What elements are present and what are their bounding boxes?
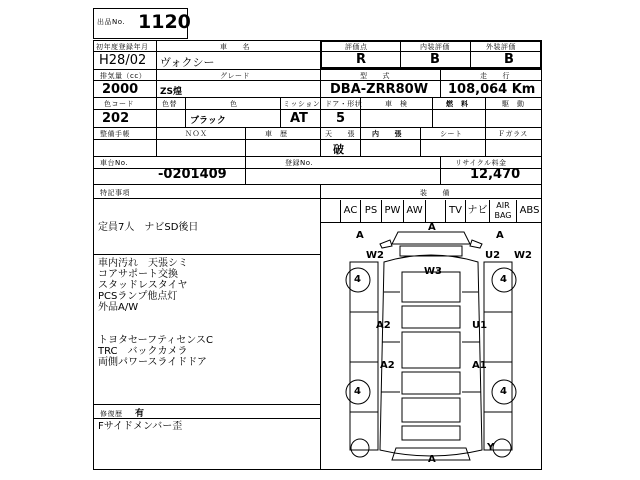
fuel-label: 燃 料 bbox=[446, 100, 469, 108]
recycle-value: 12,470 bbox=[470, 167, 521, 182]
doors-label: ドア・形状 bbox=[325, 100, 363, 108]
year-value: H28/02 bbox=[99, 53, 147, 68]
equipment-aw: AW bbox=[403, 200, 425, 222]
grid-line bbox=[156, 97, 157, 127]
displacement-label: 排気量（cc） bbox=[100, 72, 147, 80]
damage-mark-top-left: A bbox=[356, 230, 364, 241]
maintenance-record-label: 整備手帳 bbox=[100, 130, 130, 138]
damage-mark-w3: W3 bbox=[424, 266, 442, 277]
seat-label: シート bbox=[440, 130, 463, 138]
damage-mark-top-center: A bbox=[428, 222, 436, 233]
mileage-value: 108,064 Km bbox=[448, 82, 536, 97]
grid-line bbox=[93, 254, 320, 255]
grid-line bbox=[156, 69, 157, 97]
grid-line bbox=[93, 156, 542, 157]
grid-line bbox=[440, 69, 441, 97]
roof-value: 破 bbox=[333, 143, 344, 156]
color-type-label: 色替 bbox=[162, 100, 177, 108]
grid-line bbox=[320, 127, 321, 156]
special-notes-label: 特記事項 bbox=[100, 189, 130, 197]
exterior-score-value: B bbox=[504, 52, 514, 67]
grade-label: グレード bbox=[220, 72, 250, 80]
doors-value: 5 bbox=[336, 111, 346, 126]
repair-history-label: 修復歴 bbox=[100, 410, 123, 418]
displacement-value: 2000 bbox=[102, 82, 139, 97]
grid-line bbox=[93, 97, 542, 98]
damage-mark-a1: A1 bbox=[472, 360, 487, 371]
equipment-abs: ABS bbox=[516, 200, 542, 222]
tire-rear-left: 4 bbox=[354, 386, 361, 397]
history-label: 車 歴 bbox=[265, 130, 288, 138]
model-label: 型 式 bbox=[360, 72, 390, 80]
equipment-airbag: AIR BAG bbox=[489, 200, 516, 222]
repair-note: Fサイドメンバー歪 bbox=[98, 421, 183, 432]
damage-mark-w2-left: W2 bbox=[366, 250, 384, 261]
grid-line bbox=[156, 40, 157, 69]
grid-line bbox=[245, 127, 246, 156]
score-label: 評価点 bbox=[345, 43, 368, 51]
grid-line bbox=[485, 97, 486, 127]
grid-line bbox=[93, 109, 542, 110]
damage-mark-a2-upper: A2 bbox=[376, 320, 391, 331]
grid-line bbox=[93, 139, 542, 140]
score-value: R bbox=[356, 52, 367, 67]
drive-label: 駆 動 bbox=[502, 100, 525, 108]
note-line: 外品A/W bbox=[98, 302, 139, 313]
grid-line bbox=[93, 418, 320, 419]
nox-label: ＮＯＸ bbox=[185, 130, 208, 138]
grid-line bbox=[93, 80, 542, 81]
interior-trim-label: 内 張 bbox=[372, 130, 402, 138]
color-code-value: 202 bbox=[102, 111, 130, 126]
note-line: スタッドレスタイヤ bbox=[98, 280, 188, 291]
equipment-ps: PS bbox=[360, 200, 381, 222]
registration-label: 登録No. bbox=[285, 159, 314, 167]
lot-number: 1120 bbox=[138, 11, 191, 33]
glass-label: Ｆガラス bbox=[498, 130, 528, 138]
name-label: 車 名 bbox=[220, 43, 250, 51]
grid-line bbox=[470, 40, 471, 69]
interior-score-label: 内装評価 bbox=[420, 43, 450, 51]
equipment-pw: PW bbox=[381, 200, 403, 222]
model-value: DBA-ZRR80W bbox=[330, 82, 429, 97]
recycle-label: リサイクル料金 bbox=[455, 159, 507, 167]
equipment-blank bbox=[425, 200, 445, 222]
grid-line bbox=[420, 127, 421, 156]
grid-line bbox=[93, 404, 320, 405]
repair-history-value: 有 bbox=[135, 409, 145, 419]
interior-score-value: B bbox=[430, 52, 440, 67]
transmission-value: AT bbox=[290, 111, 308, 126]
grid-line bbox=[485, 127, 486, 156]
note-line-capacity: 定員7人 ナビSD後日 bbox=[98, 222, 199, 233]
grid-line bbox=[93, 127, 542, 128]
grid-line bbox=[360, 127, 361, 156]
equipment-label: 装 備 bbox=[420, 189, 450, 197]
grid-line bbox=[320, 69, 321, 97]
grid-line bbox=[93, 184, 542, 185]
grid-line bbox=[156, 127, 157, 156]
note-line: コアサポート交換 bbox=[98, 269, 178, 280]
tire-front-right: 4 bbox=[500, 274, 507, 285]
grid-line bbox=[440, 156, 441, 184]
damage-mark-a2-lower: A2 bbox=[380, 360, 395, 371]
inspection-label: 車 検 bbox=[385, 100, 408, 108]
grid-line bbox=[185, 97, 186, 127]
car-diagram bbox=[320, 222, 542, 470]
tire-front-left: 4 bbox=[354, 274, 361, 285]
grid-line bbox=[245, 156, 246, 184]
name-value: ヴォクシー bbox=[160, 56, 215, 69]
lot-label: 出品No. bbox=[97, 18, 126, 26]
grid-line bbox=[280, 97, 281, 127]
color-label: 色 bbox=[230, 100, 238, 108]
note-line: 両側パワースライドドア bbox=[98, 357, 207, 368]
damage-mark-u1: U1 bbox=[472, 320, 488, 331]
damage-mark-y: Y bbox=[487, 442, 495, 453]
year-label: 初年度登録年月 bbox=[96, 43, 149, 51]
color-code-label: 色コード bbox=[104, 100, 134, 108]
damage-mark-top-right: A bbox=[496, 230, 504, 241]
grid-line bbox=[432, 97, 433, 127]
note-line: TRC バックカメラ bbox=[98, 346, 188, 357]
damage-mark-bottom: A bbox=[428, 454, 436, 465]
grid-line bbox=[93, 51, 542, 52]
chassis-label: 車台No. bbox=[100, 159, 129, 167]
chassis-value: -0201409 bbox=[158, 167, 227, 182]
mileage-label: 走 行 bbox=[480, 72, 510, 80]
color-value: ブラック bbox=[190, 116, 226, 126]
note-line: PCSランプ他点灯 bbox=[98, 291, 178, 302]
damage-mark-w2-right: W2 bbox=[514, 250, 532, 261]
grade-value: ZS煌 bbox=[160, 87, 183, 97]
grid-line bbox=[93, 198, 542, 199]
note-line: トヨタセーフティセンスC bbox=[98, 335, 213, 346]
roof-label: 天 張 bbox=[325, 130, 355, 138]
exterior-score-label: 外装評価 bbox=[486, 43, 516, 51]
grid-line bbox=[400, 40, 401, 69]
equipment-ac: AC bbox=[340, 200, 360, 222]
equipment-navi: ナビ bbox=[465, 200, 489, 222]
equipment-tv: TV bbox=[445, 200, 465, 222]
note-line: 車内汚れ 天張シミ bbox=[98, 258, 188, 269]
transmission-label: ミッション bbox=[283, 100, 321, 108]
damage-mark-u2: U2 bbox=[485, 250, 501, 261]
tire-rear-right: 4 bbox=[500, 386, 507, 397]
